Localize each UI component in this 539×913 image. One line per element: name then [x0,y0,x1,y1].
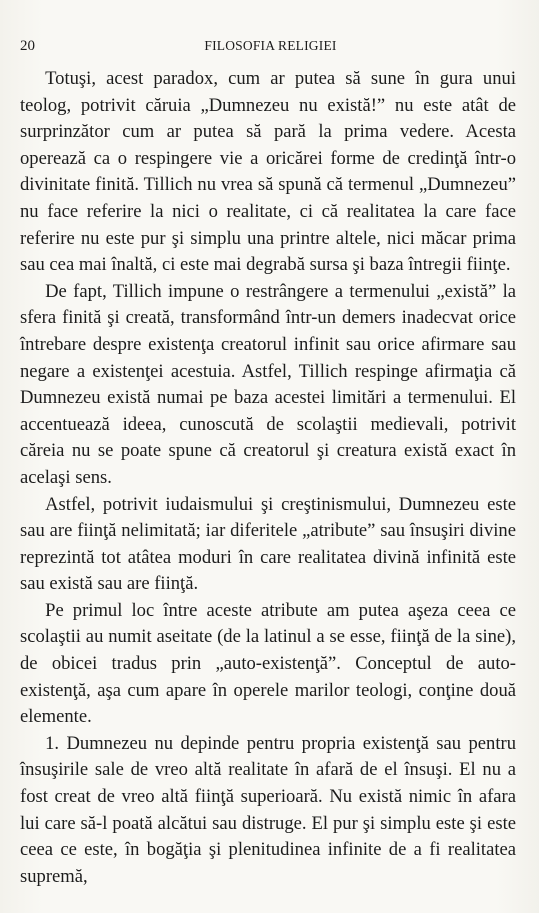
page-header [20,38,521,60]
paragraph: De fapt, Tillich impune o restrângere a termenului „există” la sfera finită şi creată, transformând într-un demers inadecvat orice întrebare despre existenţa creatorul infinit sau orice afirmare sau negare a existenţei acestuia. Astfel, Tillich respinge afirmaţia că Dumnezeu există numai pe baza acestei limitări a termenului. El accentuează ideea, cunoscută de scolaştii medievali, potrivit căreia nu se poate spune că creatorul şi creatura există exact în acelaşi sens. [20,280,516,488]
paragraph: Pe primul loc între aceste atribute am putea aşeza ceea ce scolaştii au numit aseitate (de la latinul a se esse, fiinţă de la sine), de obicei tradus prin „auto-existenţă”. Conceptul de auto-existenţă, aşa cum apare în operele marilor teologi, conţine două elemente. [20,599,516,728]
paragraph: Totuşi, acest paradox, cum ar putea să sune în gura unui teolog, potrivit căruia „Dumnezeu nu există!” nu este atât de surprinzător cum ar putea să pară la prima vedere. Acesta operează ca o respingere vie a oricărei forme de credinţă într-o divinitate finită. Tillich nu vrea să spună că termenul „Dumnezeu” nu face referire la nici o realitate, ci că realitatea la care face referire nu este pur şi simplu una printre altele, nici măcar prima sau cea mai înaltă, ci este mai degrabă sursa şi baza întregii fiinţe. [20,68,516,276]
paragraph: 1. Dumnezeu nu depinde pentru propria existenţă sau pentru însuşirile sale de vreo altă realitate în afară de el însuşi. El nu a fost creat de vreo altă fiinţă superioară. Nu există nimic în afara lui care să-l poată alcătui sau distruge. El pur şi simplu este şi este ceea ce este, în bogăţia şi plenitudinea infinite de a fi realitatea supremă, [20,732,516,887]
running-title: FILOSOFIA RELIGIEI [204,38,337,53]
page-number: 20 [20,38,35,54]
paragraph: Astfel, potrivit iudaismului şi creştinismului, Dumnezeu este sau are fiinţă nelimitată; iar diferitele „atribute” sau însuşiri divine reprezintă tot atâtea moduri în care realitatea divină infinită este sau există sau are fiinţă. [20,493,516,595]
body-text [20,66,516,890]
